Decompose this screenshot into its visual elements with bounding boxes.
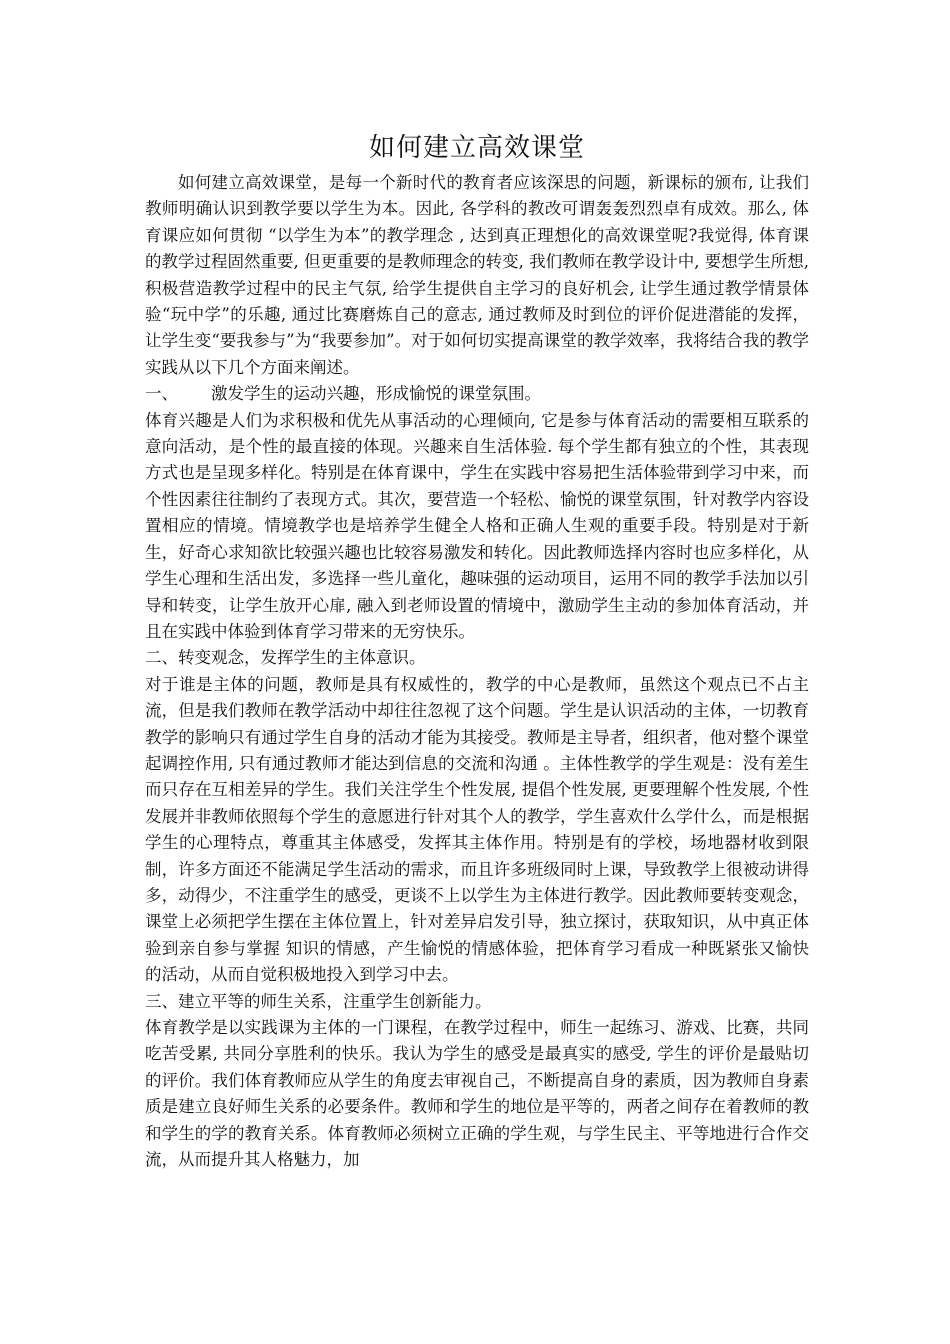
section-3-paragraph: 体育教学是以实践课为主体的一门课程，在教学过程中，师生一起练习、游戏、比赛，共同吃苦受累, 共同分享胜利的快乐。我认为学生的感受是最真实的感受, 学生的评价是最贴切的评价。我们体育教师应从学生的角度去审视自己，不断提高自身的素质，因为教师自身素质是建立良好师生关系的必要条件。教师和学生的地位是平等的，两者之间存在着教师的教和学生的学的教育关系。体育教师必须树立正确的学生观，与学生民主、平等地进行合作交流，从而提升其人格魅力，加 <box>145 1018 809 1170</box>
section-1-paragraph: 体育兴趣是人们为求积极和优先从事活动的心理倾向, 它是参与体育活动的需要相互联系的意向活动，是个性的最直接的体现。兴趣来自生活体验. 每个学生都有独立的个性，其表现方式也是呈现多样化。特别是在体育课中，学生在实践中容易把生活体验带到学习中来，而个性因素往往制约了表现方式。其次，要营造一个轻松、愉悦的课堂氛围，针对教学内容设置相应的情境。情境教学也是培养学生健全人格和正确人生观的重要手段。特别是对于新生，好奇心求知欲比较强兴趣也比较容易激发和转化。因此教师选择内容时也应多样化，从学生心理和生活出发，多选择一些儿童化，趣味强的运动项目，运用不同的教学手法加以引导和转变，让学生放开心扉, 融入到老师设置的情境中，激励学生主动的参加体育活动，并且在实践中体验到体育学习带来的无穷快乐。 <box>145 410 809 641</box>
section-1-heading <box>145 381 809 407</box>
document-title: 如何建立高效课堂 <box>368 133 585 163</box>
section-2-heading: 二、转变观念，发挥学生的主体意识。 <box>145 648 426 668</box>
intro-paragraph: 如何建立高效课堂，是每一个新时代的教育者应该深思的问题，新课标的颁布, 让我们教师明确认识到教学要以学生为本。因此, 各学科的教改可谓轰轰烈烈卓有成效。那么, 体育课应如何贯彻 “以学生为本”的教学理念 , 达到真正理想化的高效课堂呢?我觉得, 体育课的教学过程固然重要, 但更重要的是教师理念的转变, 我们教师在教学设计中, 要想学生所想, 积极营造教学过程中的民主气氛, 给学生提供自主学习的良好机会, 让学生通过教学情景体验“玩中学”的乐趣, 通过比赛磨炼自己的意志, 通过教师及时到位的评价促进潜能的发挥，让学生变“要我参与”为“我要参加”。对于如何切实提高课堂的教学效率，我将结合我的教学实践从以下几个方面来阐述。 <box>145 173 809 377</box>
section-2-paragraph: 对于谁是主体的问题，教师是具有权威性的，教学的中心是教师，虽然这个观点已不占主流，但是我们教师在教学活动中却往往忽视了这个问题。学生是认识活动的主体，一切教育教学的影响只有通过学生自身的活动才能为其接受。教师是主导者，组织者，他对整个课堂起调控作用, 只有通过教师才能达到信息的交流和沟通 。主体性教学的学生观是：没有差生而只存在互相差异的学生。我们关注学生个性发展, 提倡个性发展, 更要理解个性发展, 个性发展并非教师依照每个学生的意愿进行针对其个人的教学，学生喜欢什么学什么，而是根据学生的心理特点，尊重其主体感受，发挥其主体作用。特别是有的学校，场地器材收到限制，许多方面还不能满足学生活动的需求，而且许多班级同时上课，导致教学上很被动讲得多，动得少，不注重学生的感受，更谈不上以学生为主体进行教学。因此教师要转变观念，课堂上必须把学生摆在主体位置上，针对差异启发引导，独立探讨，获取知识，从中真正体验到亲自参与掌握 知识的情感，产生愉悦的情感体验，把体育学习看成一种既紧张又愉快的活动，从而自觉积极地投入到学习中去。 <box>145 674 809 985</box>
section-1-number: 一、 <box>145 384 178 404</box>
section-1-heading-text: 激发学生的运动兴趣，形成愉悦的课堂氛围。 <box>211 384 541 404</box>
section-3-heading: 三、建立平等的师生关系，注重学生创新能力。 <box>145 991 492 1011</box>
document-body <box>145 128 809 1173</box>
